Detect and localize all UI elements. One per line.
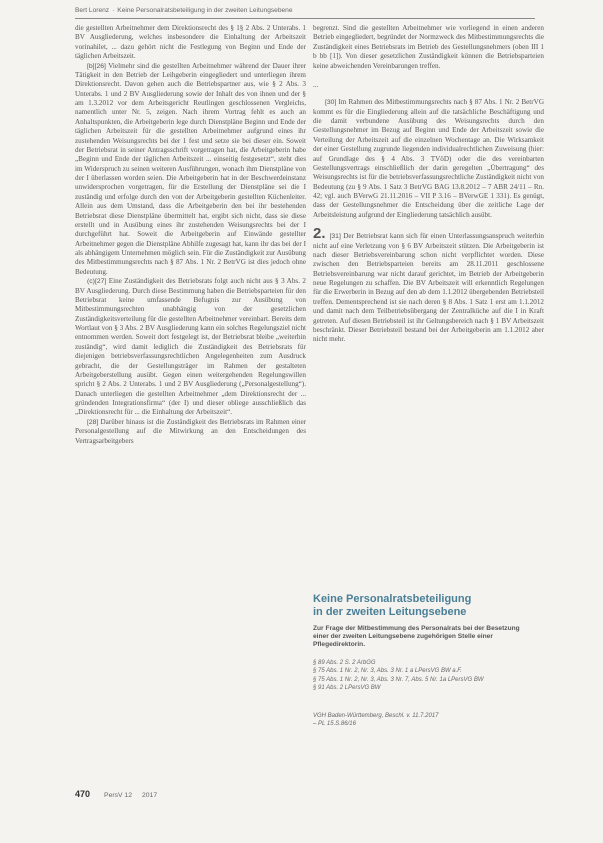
- paragraph-text: Vielmehr sind die gestellten Arbeitnehmer während der Dauer ihrer Tätigkeit in den Betrieb der Leihgeberin eingegliedert und unterliegen ihrem Direktionsrecht. Davon gehen auch die Betriebspartner aus, wie § 2 Abs. 3 Unterabs. 1 und 2 BV Ausgliederung sowie der Inhalt des von ihnen und der § am 1.3.2012 vor dem Arbeitsgericht Reutlingen geschlossenen Vergleichs, namentlich unter Nr. 5, zeigen. Nach ihrem Vortrag fehlt es auch an Anhaltspunkten, die Arbeitgeberin lege durch Dienstpläne Beginn und Ende der täglichen Arbeitszeit für die gestellten Arbeitnehmer aufgrund eines ihr zustehenden Weisungsrechts bei der 1 fest und setze sie bei dieser ein. Soweit der Betriebsrat in seiner Antragsschrift vorgetragen hat, die Arbeitgeberin habe „Beginn und Ende der täglichen Arbeitszeit ... einseitig festgesetzt“, steht dies im Widerspruch zu seinen weiteren Ausführungen, wonach ihm Dienstpläne von der I überlassen worden seien. Die Arbeitgeberin hat in der Beschwerdeinstanz unwidersprochen vorgetragen, für die Erstellung der Dienstpläne sei die I zuständig und erfolge durch den von der Arbeitgeberin gestellten Küchenleiter. Allein aus dem Umstand, dass die Arbeitgeberin den bei ihr bestehenden Betriebsrat diese Dienstpläne übermittelt hat, ergibt sich nicht, dass sie diese erstellt und in Ausübung eines ihr zustehenden Weisungsrechts bei der I durchgeführt hat. Soweit die Arbeitgeberin auf Einwände gestellter Arbeitnehmer gegen die Dienstpläne Abhilfe zugesagt hat, kann ihr das bei der I als abhängigem Unternehmen möglich sein. Für die Zuständigkeit zur Ausübung des Mitbestimmungsrechts nach § 87 Abs. 1 Nr. 2 BetrVG ist dies jedoch ohne Bedeutung.: [75, 61, 306, 276]
- page-number: 470: [75, 789, 91, 799]
- journal-name: PersV 12: [104, 792, 132, 799]
- decision-source: [313, 712, 535, 729]
- paragraph: [75, 62, 306, 278]
- section-number: 2.: [313, 225, 326, 243]
- paragraph-prefix: (c): [87, 278, 95, 286]
- paragraph-text: Darüber hinaus ist die Zuständigkeit des Betriebsrats im Rahmen einer Personalgestellung auf die Mitwirkung an den Entscheidungen des Vertragsarbeitgebers: [75, 417, 306, 445]
- journal-year: 2017: [142, 792, 158, 799]
- left-column: [75, 24, 306, 446]
- paragraph-marker: [27]: [94, 278, 107, 286]
- paragraph-marker: [28]: [87, 418, 99, 426]
- norm-reference: § 89 Abs. 2 S. 2 ArbGG: [313, 660, 376, 666]
- source-line: VGH Baden-Württemberg, Beschl. v. 11.7.2017: [313, 713, 439, 719]
- header-rule: [75, 18, 535, 19]
- right-column: [313, 24, 544, 345]
- section-heading-line: Keine Personalratsbeteiligung: [313, 593, 472, 605]
- paragraph-text: Eine Zuständigkeit des Betriebsrats folgt auch nicht aus § 3 Abs. 2 BV Ausgliederung. Durch diese Bestimmung haben die Betriebsparteien für den Betriebsrat keine umfassende Befugnis zur Ausübung von Mitbestimmungsrechten unabhängig von der gesetzlichen Zuständigkeitsverteilung für die gestellten Arbeitnehmer vereinbart. Bereits dem Wortlaut von § 3 Abs. 2 BV Ausgliederung kann ein solches Regelungsziel nicht entnommen werden. Soweit dort festgelegt ist, der Betriebsrat bleibe „weiterhin zuständig“, wird damit lediglich die Zuständigkeit des Betriebsrats für diejenigen betriebsverfassungsrechtlichen Angelegenheiten zum Ausdruck gebracht, die der Gestellungsträger im Rahmen der gestalteten Arbeitgeberstellung ausübt. Gegen einen weitergehenden Regelungswillen spricht § 2 Abs. 2 Unterabs. 1 und 2 BV Ausgliederung („Personalgestellung“). Danach unterliegen die gestellten Arbeitnehmer „dem Direktionsrecht der ... gründenden Integrationsfirma“ (der I) und dieser obliege ausschließlich das „Direktionsrecht für ... die Einhaltung der Arbeitszeit“.: [75, 277, 306, 417]
- norm-references: [313, 659, 535, 692]
- paragraph: begrenzt. Sind die gestellten Arbeitnehmer wie vorliegend in einen anderen Betrieb eingegliedert, begründet der Normzweck des Mitbestimmungsrechts die Zuständigkeit eines Betriebsrats im Betrieb des Gestellungsnehmers (oben III 1 b bb [1]). Von dieser gesetzlichen Zuständigkeit können die Betriebsparteien keine abweichenden Vereinbarungen treffen.: [313, 24, 544, 70]
- paragraph: [75, 418, 306, 446]
- paragraph: [313, 98, 544, 220]
- header-title: Keine Personalratsbeteiligung in der zweiten Leitungsebene: [117, 7, 293, 14]
- paragraph-text: Der Betriebsrat kann sich für einen Unterlassungsanspruch weiterhin nicht auf eine Verletzung von § 6 BV Arbeitszeit stützen. Die Arbeitgeberin ist nach dieser Betriebsvereinbarung schon nicht verpflichtet worden. Diese zwischen den Betriebsparteien bereits am 28.11.2011 geschlossene Betriebsvereinbarung war nicht darauf gerichtet, im Betrieb der Arbeitgeberin neue Regelungen zu schaffen. Die BV Arbeitszeit will erkenntlich Regelungen für die Erwerberin in Bezug auf den ab dem 1.1.2012 übergebenden Betriebsteil treffen. Dementsprechend ist sie nach deren § 8 Abs. 1 Satz 1 erst am 1.1.2012 und damit nach dem Teilbetriebsübergang der Zentralküche auf die I in Kraft getreten. Auf diesen Betriebsteil ist ihr Geltungsbereich nach § 1 BV Arbeitszeit beschränkt. Dieser Betriebsteil bestand bei der Arbeitgeberin am 1.1.2012 aber nicht mehr.: [313, 232, 544, 344]
- header-separator: ·: [112, 7, 115, 14]
- paragraph-marker: [30]: [325, 99, 337, 107]
- source-line: – PL 15.S.86/16: [313, 721, 356, 728]
- norm-reference: § 75 Abs. 1 Nr. 2, Nr. 3, Abs. 3 Nr. 1 a LPersVG BW a.F.: [313, 668, 462, 675]
- page-footer: [75, 789, 157, 799]
- ellipsis: ...: [313, 80, 319, 89]
- paragraph-prefix: [b]: [87, 62, 95, 70]
- paragraph-marker: [26]: [94, 62, 106, 70]
- paragraph: [313, 225, 544, 345]
- paragraph: [75, 277, 306, 418]
- running-header: [75, 7, 293, 14]
- section-heading-line: in der zweiten Leitungsebene: [313, 606, 467, 618]
- norm-reference: § 75 Abs. 1 Nr. 2, Nr. 3, Abs. 3 Nr. 7, Abs. 5 Nr. 1a LPersVG BW: [313, 676, 484, 683]
- section-summary: Zur Frage der Mitbestimmung des Personalrats bei der Besetzung einer der zweiten Leitungsebene zugehörigen Stelle einer Pflegedirektorin.: [313, 625, 520, 649]
- norm-reference: § 91 Abs. 2 LPersVG BW: [313, 684, 381, 691]
- header-author: Bert Lorenz: [75, 7, 110, 14]
- paragraph: die gestellten Arbeitnehmer dem Direktionsrecht des § 1§ 2 Abs. 2 Unterabs. 1 BV Ausgliederung, welches insbesondere die Einhaltung der Arbeitszeit vorinahilet, ... dazu gehört nicht die Festlegung von Beginn und Ende der täglichen Arbeitszeit.: [75, 24, 306, 61]
- paragraph-text: Im Rahmen des Mitbestimmungsrechts nach § 87 Abs. 1 Nr. 2 BetrVG kommt es für die Eingliederung allein auf die tatsächliche Beschäftigung und die damit verbundene Ausübung des Weisungsrechts durch den Gestellungsnehmer im Bezug auf Beginn und Ende der Arbeitszeit sowie die Verteilung der Arbeitszeit auf die einzelnen Wochentage an. Die Wirksamkeit der einer Gestellung zugrunde liegenden individualrechtlichen Zuweisung (hier: auf Grundlage des § 4 Abs. 3 TVöD) oder die des vereinbarten Gestellungsvertrags einschließlich der darin geregelten „Übertragung“ des Weisungsrechts ist für die betriebsverfassungsrechtliche Zuständigkeit nicht von Bedeutung (zu § 9 Abs. 1 Satz 3 BetrVG BAG 13.8.2012 – 7 ABR 24/11 – Rn. 42; vgl. auch BVerwG 21.11.2016 – VII P 3.16 – BVerwGE 1 331). Es genügt, dass der Gestellungsnehmer die Entscheidung über die zeitliche Lage der Arbeitsleistung aufgrund der Eingliederung tatsächlich ausübt.: [313, 98, 544, 219]
- section-heading: [313, 593, 533, 619]
- paragraph-marker: [31]: [329, 233, 341, 241]
